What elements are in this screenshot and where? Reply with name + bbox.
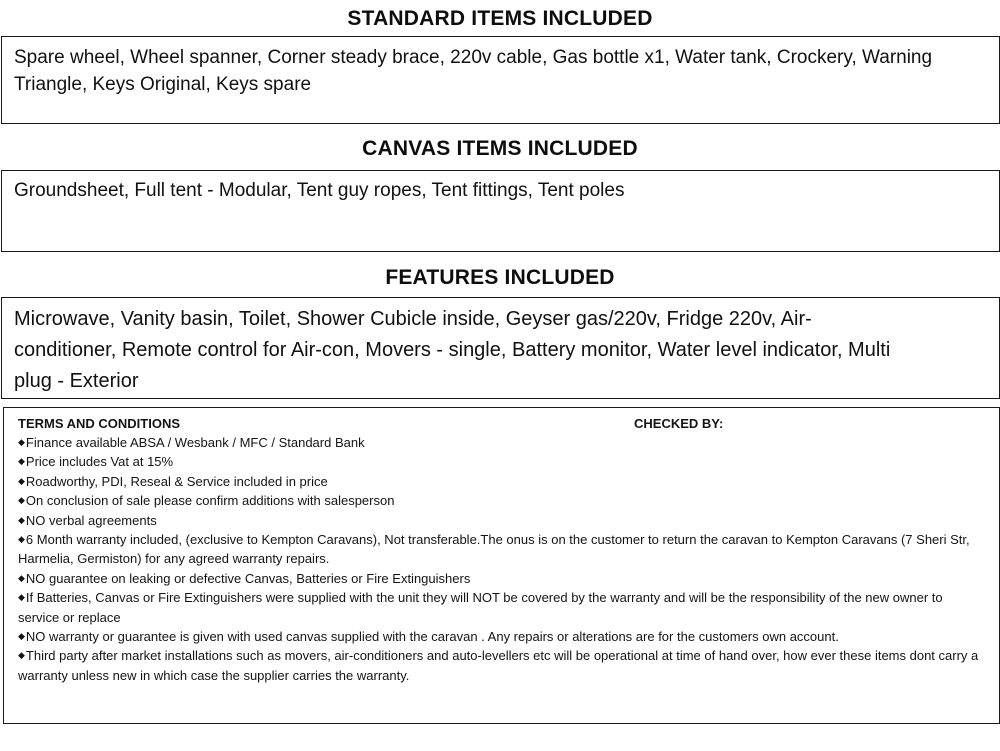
bullet-icon: ◆ [18,592,25,603]
bullet-icon: ◆ [18,631,25,642]
terms-item [18,569,985,588]
terms-list [18,433,985,685]
terms-item [18,433,985,452]
bullet-icon: ◆ [18,437,25,447]
terms-item-text: NO guarantee on leaking or defective Canvas, Batteries or Fire Extinguishers [25,570,471,586]
terms-item-text: On conclusion of sale please confirm additions with salesperson [25,493,395,509]
terms-item [18,646,985,685]
standard-items-heading: STANDARD ITEMS INCLUDED [347,7,653,30]
terms-item-text: If Batteries, Canvas or Fire Extinguishers were supplied with the unit they will NOT be covered by the warranty and will be the responsibility of the new owner to service or replace [18,590,943,625]
terms-item [18,588,985,627]
bullet-icon: ◆ [18,534,25,545]
canvas-items-heading: CANVAS ITEMS INCLUDED [362,137,638,160]
terms-item [18,627,985,646]
terms-item [18,530,985,569]
bullet-icon: ◆ [18,572,25,583]
bullet-icon: ◆ [18,514,25,525]
bullet-icon: ◆ [18,495,25,506]
bullet-icon: ◆ [18,650,25,661]
terms-box [3,407,1000,724]
terms-item-text: Roadworthy, PDI, Reseal & Service included in price [25,473,328,489]
checked-by-label: CHECKED BY: [634,416,724,431]
terms-item [18,491,985,510]
standard-items-box [1,36,1000,124]
features-heading: FEATURES INCLUDED [385,266,615,289]
features-text: Microwave, Vanity basin, Toilet, Shower Cubicle inside, Geyser gas/220v, Fridge 220v, Air-conditioner, Remote control for Air-con, Movers - single, Battery monitor, Water level indicator, Multi plug - Exterior [14,308,891,392]
terms-item-text: Price includes Vat at 15% [25,454,174,470]
terms-item [18,511,985,530]
standard-items-text: Spare wheel, Wheel spanner, Corner steady brace, 220v cable, Gas bottle x1, Water tank, Crockery, Warning Triangle, Keys Original, Keys spare [14,47,933,95]
terms-item-text: NO verbal agreements [25,512,157,528]
terms-item-text: Finance available ABSA / Wesbank / MFC / Standard Bank [25,435,365,450]
bullet-icon: ◆ [18,475,25,486]
terms-item-text: Third party after market installations such as movers, air-conditioners and auto-levellers etc will be operational at time of hand over, how ever these items dont carry a warranty unless new in which case the supplier carries the warranty. [18,648,979,683]
canvas-items-text: Groundsheet, Full tent - Modular, Tent guy ropes, Tent fittings, Tent poles [14,180,625,201]
terms-item [18,472,985,491]
terms-item-text: 6 Month warranty included, (exclusive to Kempton Caravans), Not transferable.The onus is on the customer to return the caravan to Kempton Caravans (7 Sheri Str, Harmelia, Germiston) for any agreed warranty repairs. [18,532,970,567]
terms-item-text: NO warranty or guarantee is given with used canvas supplied with the caravan . Any repairs or alterations are for the customers own account. [25,629,839,645]
terms-heading: TERMS AND CONDITIONS [18,416,181,431]
canvas-items-box [1,170,1000,252]
bullet-icon: ◆ [18,456,25,467]
features-box [1,297,1000,399]
terms-item [18,452,985,471]
